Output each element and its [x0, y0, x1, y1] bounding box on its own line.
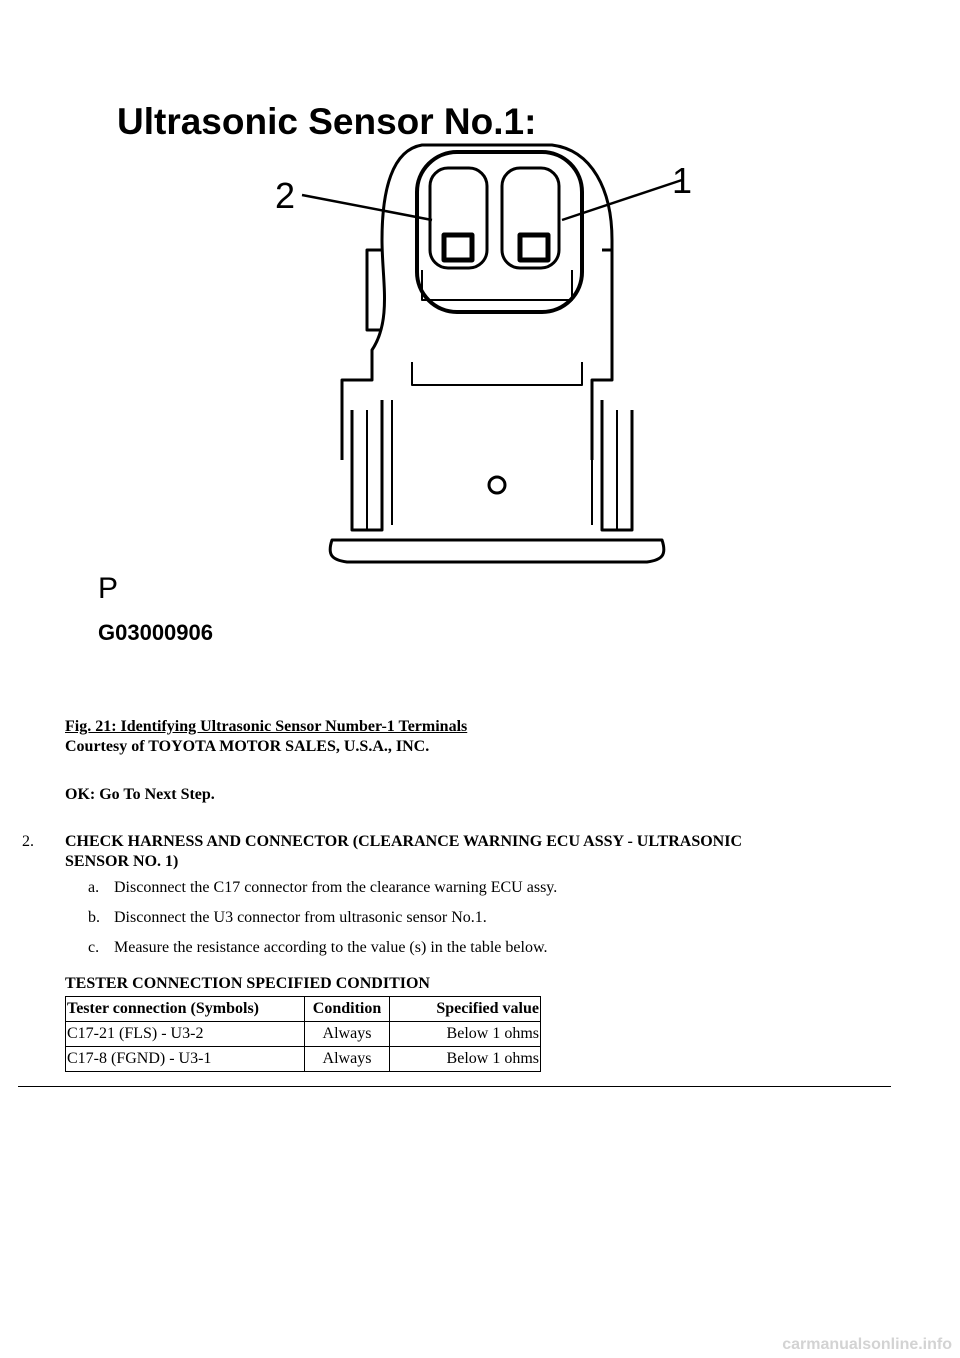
- column-header: Condition: [305, 997, 390, 1022]
- step-number: 2.: [22, 833, 34, 850]
- table-cell: Always: [305, 1022, 390, 1047]
- substep-letter: a.: [88, 879, 100, 896]
- substep-letter: c.: [88, 939, 100, 956]
- substep-b: [88, 908, 557, 938]
- column-header: Specified value: [390, 997, 541, 1022]
- table-cell: Always: [305, 1047, 390, 1072]
- table-heading: TESTER CONNECTION SPECIFIED CONDITION: [65, 975, 430, 992]
- table-row: [66, 1022, 541, 1047]
- table-row: [66, 1047, 541, 1072]
- substep-c: [88, 938, 557, 968]
- substep-letter: b.: [88, 909, 100, 926]
- substep-text: Disconnect the C17 connector from the clearance warning ECU assy.: [114, 879, 558, 896]
- table-cell: C17-21 (FLS) - U3-2: [66, 1022, 305, 1047]
- connector-drawing: [330, 145, 664, 562]
- figure-code: G03000906: [98, 620, 213, 645]
- sensor-figure: [92, 80, 692, 650]
- table-cell: C17-8 (FGND) - U3-1: [66, 1047, 305, 1072]
- figure-caption-title: Fig. 21: Identifying Ultrasonic Sensor Number-1 Terminals: [65, 718, 468, 735]
- terminal-leader-lines: [302, 180, 682, 220]
- table-header-row: [66, 997, 541, 1022]
- tester-connection-table: [65, 996, 541, 1072]
- figure-caption-courtesy: Courtesy of TOYOTA MOTOR SALES, U.S.A., INC.: [65, 738, 430, 755]
- substep-text: Measure the resistance according to the value (s) in the table below.: [114, 939, 548, 956]
- ok-instruction: OK: Go To Next Step.: [65, 786, 215, 803]
- view-label: P: [98, 572, 119, 605]
- terminal-label-2: 2: [275, 175, 296, 216]
- terminal-label-1: 1: [671, 160, 692, 201]
- substep-text: Disconnect the U3 connector from ultrasonic sensor No.1.: [114, 909, 487, 926]
- table-cell: Below 1 ohms: [390, 1047, 541, 1072]
- substep-a: [88, 878, 557, 908]
- substep-list: [88, 878, 557, 968]
- table-cell: Below 1 ohms: [390, 1022, 541, 1047]
- column-header: Tester connection (Symbols): [66, 997, 305, 1022]
- figure-title: Ultrasonic Sensor No.1:: [117, 101, 537, 142]
- divider: [18, 1086, 891, 1087]
- step-heading: CHECK HARNESS AND CONNECTOR (CLEARANCE WARNING ECU ASSY - ULTRASONIC SENSOR NO. 1): [65, 833, 743, 870]
- figure-caption: [65, 717, 467, 757]
- watermark: carmanualsonline.info: [782, 1336, 952, 1353]
